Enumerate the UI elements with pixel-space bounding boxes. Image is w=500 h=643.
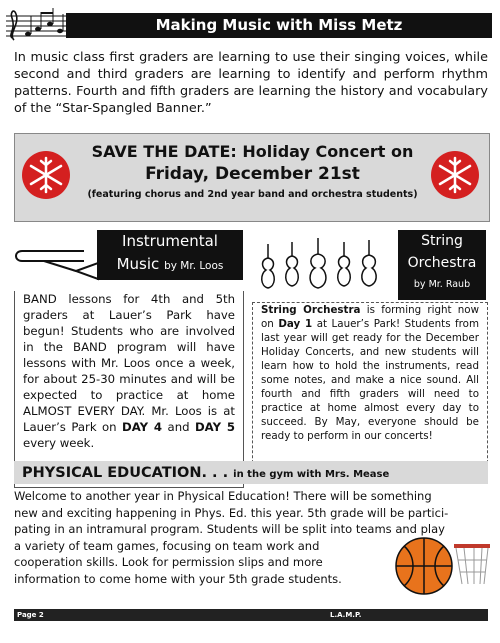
band-title-music: Music — [116, 255, 160, 273]
pe-line: new and exciting happening in Phys. Ed. this year. 5th grade will be partici- — [14, 505, 449, 520]
string-body-text: is forming right now on — [261, 304, 480, 330]
footer-bar — [14, 609, 488, 621]
band-day: DAY 4 — [122, 420, 163, 434]
string-lead: String Orchestra — [261, 304, 361, 316]
page-number: Page 2 — [17, 611, 44, 619]
band-body-text: BAND lessons for 4th and 5th graders at Lauer’s Park have begun! Students who are involved in the BAND program will have lessons with Mr. Loos once a week, for about 25-30 minutes and will be expected to practice at home ALMOST EVERY DAY. Mr. Loos is at Lauer’s Park on — [23, 292, 235, 434]
band-title-line2 — [97, 255, 243, 273]
trombone-icon — [14, 233, 100, 283]
band-and: and — [167, 420, 190, 434]
pe-line: a variety of team games, focusing on team work and — [14, 538, 320, 553]
band-title: Instrumental — [122, 232, 218, 250]
band-author: by Mr. Loos — [164, 260, 224, 272]
band-day: DAY 5 — [194, 420, 236, 434]
violins-icon — [252, 236, 392, 292]
basketball-icon — [388, 522, 494, 608]
concert-title-line1: SAVE THE DATE: Holiday Concert on — [91, 142, 414, 161]
concert-title-line2: Friday, December 21st — [145, 164, 360, 184]
string-title-line2: Orchestra — [407, 255, 477, 271]
pe-line: Welcome to another year in Physical Education! There will be something — [14, 489, 432, 503]
pe-title — [22, 462, 482, 486]
string-article — [252, 302, 488, 478]
pe-heading: PHYSICAL EDUCATION. . . — [22, 465, 229, 481]
pe-line: information to come home with your 5th grade students. — [14, 571, 342, 586]
concert-subtitle: (featuring chorus and 2nd year band and orchestra students) — [87, 189, 418, 200]
concert-title — [80, 141, 425, 185]
string-body-text: at Lauer’s Park! Students from last year will get ready for the December Holiday Concerts, and new students will learn how to hold the instruments, read some notes, and make a nice sound. All fourth and fifth graders will need to practice at home almost every day to succeed. By May, everyone should be ready to perform in our concerts! — [261, 318, 480, 442]
pe-line: pating in an intramural program. Students will be split into teams and play — [14, 522, 445, 536]
band-tail: every week. — [23, 436, 95, 450]
string-title: String — [421, 233, 463, 249]
string-day: Day 1 — [278, 318, 313, 330]
snowflake-icon — [21, 150, 71, 200]
intro-paragraph: In music class first graders are learning to use their singing voices, while second and third graders are learning to identify and perform rhythm patterns. Fourth and fifth graders are learning the history and vocabulary of the “Star-Spangled Banner.” — [14, 50, 488, 116]
pe-line: cooperation skills. Look for permission slips and more — [14, 555, 323, 569]
footer-org: L.A.M.P. — [330, 611, 362, 619]
snowflake-icon — [430, 150, 480, 200]
string-author: by Mr. Raub — [413, 279, 471, 290]
page-title: Making Music with Miss Metz — [155, 16, 403, 34]
band-article — [14, 291, 244, 488]
music-notes-icon — [6, 4, 66, 44]
pe-subheading: in the gym with Mrs. Mease — [233, 469, 390, 480]
